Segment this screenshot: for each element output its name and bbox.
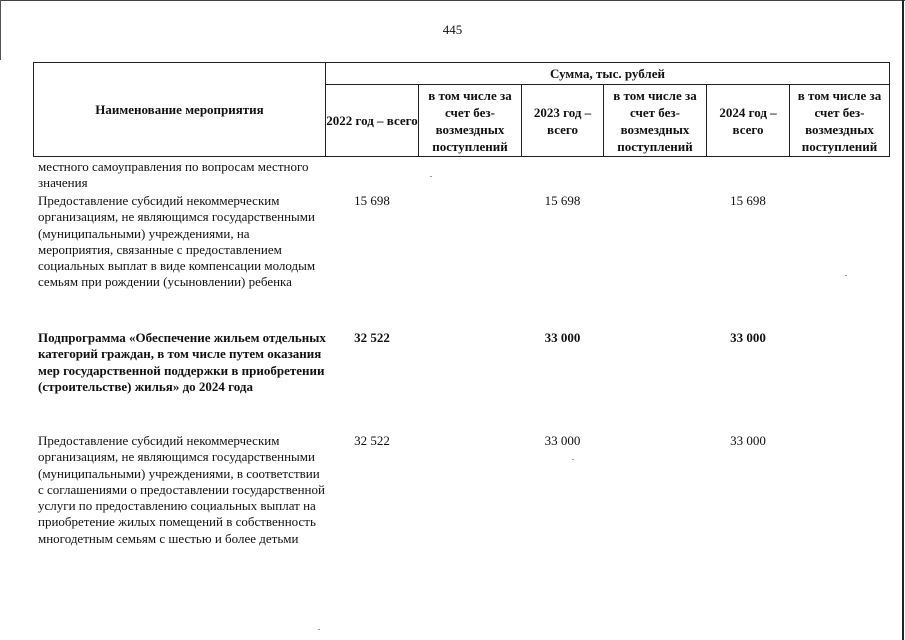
scan-speck <box>318 629 320 630</box>
page-number: 445 <box>442 22 463 37</box>
header-amount-group: Сумма, тыс. рублей <box>550 66 665 81</box>
row-value-2023: 33 000 <box>544 433 581 448</box>
header-2024-total: 2024 год – всего <box>719 104 777 137</box>
row-value-2023: 15 698 <box>544 193 581 208</box>
row-value-2023: 33 000 <box>544 330 581 345</box>
scan-edge-top <box>0 0 905 1</box>
row-value-2024: 33 000 <box>730 433 766 448</box>
scan-speck <box>430 176 432 177</box>
row-value-2022: 32 522 <box>354 433 390 448</box>
header-bottom-border <box>33 156 890 157</box>
row-value-2022: 32 522 <box>354 330 390 345</box>
header-2023-total: 2023 год – всего <box>533 104 592 137</box>
table-right-border <box>889 62 890 157</box>
scan-edge-right <box>902 0 904 640</box>
header-2023-grants: в том числе за счет без-возмездных поступлений <box>613 87 697 154</box>
header-2022-grants: в том числе за счет без-возмездных поступлений <box>428 87 512 154</box>
row-name-local-government: местного самоуправления по вопросам местного значения <box>38 159 309 191</box>
row-value-2024: 33 000 <box>730 330 766 345</box>
header-name-column: Наименование мероприятия <box>95 102 264 117</box>
row-name-subsidies-young-families: Предоставление субсидий некоммерческим организациям, не являющимся государственными (муниципальными) учреждениями, на мероприятия, связанные с предоставлением социальных выплат в виде компенсации молодым семьям при рождении (усыновлении) ребенка <box>38 193 316 290</box>
header-2022-total: 2022 год – всего <box>326 113 418 128</box>
row-name-subsidies-large-families: Предоставление субсидий некоммерческим организациям, не являющимся государственными (муниципальными) учреждениями, в соответствии с соглашениями о предоставлении государственной услуги по предоставлению социальных выплат на приобретение жилых помещений в собственность многодетным семьям с шестью и более детьми <box>38 433 325 546</box>
row-value-2022: 15 698 <box>354 193 390 208</box>
row-name-subprogram-housing: Подпрограмма «Обеспечение жильем отдельных категорий граждан, в том числе путем оказания мер государственной поддержки в приобретении (строительстве) жилья» до 2024 года <box>38 330 326 394</box>
scan-speck <box>845 275 847 276</box>
header-2024-grants: в том числе за счет без-возмездных поступлений <box>797 87 882 154</box>
scan-speck <box>572 459 574 460</box>
row-value-2024: 15 698 <box>730 193 766 208</box>
